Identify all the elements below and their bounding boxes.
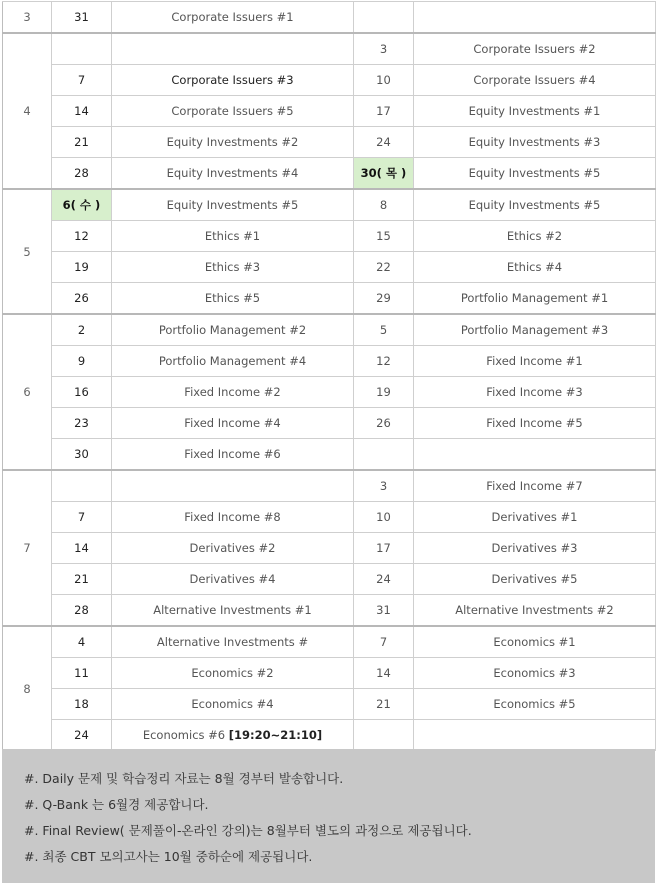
- month-cell: 6: [3, 314, 52, 470]
- schedule-row: [3, 689, 656, 720]
- lecture-topic-cell: [112, 408, 354, 439]
- schedule-row: [3, 65, 656, 96]
- lecture-topic-cell: Derivatives #3: [414, 533, 656, 564]
- date-cell: 6( 수 ): [52, 189, 112, 221]
- date-cell: 30( 목 ): [354, 158, 414, 190]
- lecture-topic-text: Ethics #3: [204, 260, 261, 274]
- schedule-row: [3, 502, 656, 533]
- lecture-topic-cell: [112, 189, 354, 221]
- lecture-topic-cell: [112, 314, 354, 346]
- lecture-topic-text: Derivatives #4: [189, 572, 276, 586]
- lecture-topic-text: Portfolio Management #2: [158, 323, 307, 337]
- date-cell: [52, 33, 112, 65]
- schedule-row: [3, 189, 656, 221]
- lecture-topic-cell: Ethics #4: [414, 252, 656, 283]
- lecture-topic-cell: Alternative Investments #2: [414, 595, 656, 627]
- schedule-row: [3, 470, 656, 502]
- lecture-topic-cell: Corporate Issuers #4: [414, 65, 656, 96]
- lecture-topic-cell: Portfolio Management #3: [414, 314, 656, 346]
- month-cell: 7: [3, 470, 52, 626]
- lecture-topic-text: Fixed Income #2: [184, 385, 281, 399]
- lecture-topic-cell: [112, 283, 354, 315]
- note-cbt-mock-exam: #. 최종 CBT 모의고사는 10월 중하순에 제공됩니다.: [24, 849, 313, 864]
- date-cell: 28: [52, 595, 112, 627]
- lecture-schedule-table: [2, 1, 656, 751]
- lecture-topic-cell: [112, 564, 354, 595]
- lecture-topic-text: Corporate Issuers #3: [171, 73, 294, 87]
- date-cell: 9: [52, 346, 112, 377]
- lecture-topic-text: Fixed Income #6: [184, 447, 281, 461]
- schedule-row: [3, 346, 656, 377]
- lecture-topic-cell: Economics #3: [414, 658, 656, 689]
- lecture-topic-cell: Fixed Income #1: [414, 346, 656, 377]
- schedule-row: [3, 33, 656, 65]
- date-cell: 24: [354, 564, 414, 595]
- schedule-row: [3, 439, 656, 471]
- date-cell: 3: [354, 470, 414, 502]
- date-cell: 24: [52, 720, 112, 751]
- schedule-row: [3, 2, 656, 34]
- lecture-topic-cell: [112, 658, 354, 689]
- schedule-row: [3, 221, 656, 252]
- lecture-topic-text: Equity Investments #4: [166, 166, 299, 180]
- schedule-row: [3, 564, 656, 595]
- lecture-topic-cell: Fixed Income #5: [414, 408, 656, 439]
- date-cell: 18: [52, 689, 112, 720]
- lecture-topic-text: Ethics #5: [204, 291, 261, 305]
- lecture-topic-cell: [112, 595, 354, 627]
- lecture-topic-text: Economics #6: [142, 728, 229, 742]
- note-final-review: #. Final Review( 문제풀이-온라인 강의)는 8월부터 별도의 과정으로 제공됩니다.: [24, 823, 472, 838]
- date-cell: [52, 470, 112, 502]
- lecture-topic-cell: Fixed Income #7: [414, 470, 656, 502]
- date-cell: [354, 2, 414, 34]
- date-cell: 29: [354, 283, 414, 315]
- schedule-row: [3, 127, 656, 158]
- date-cell: 21: [354, 689, 414, 720]
- date-cell: 11: [52, 658, 112, 689]
- date-cell: 14: [52, 533, 112, 564]
- lecture-topic-text: Equity Investments #2: [166, 135, 299, 149]
- lecture-topic-text: Equity Investments #5: [166, 198, 299, 212]
- lecture-topic-cell: [414, 439, 656, 471]
- lecture-topic-cell: [112, 626, 354, 658]
- schedule-row: [3, 96, 656, 127]
- lecture-topic-text: Economics #4: [191, 697, 274, 711]
- date-cell: 12: [52, 221, 112, 252]
- date-cell: 26: [52, 283, 112, 315]
- note-qbank: #. Q-Bank 는 6월경 제공합니다.: [24, 797, 209, 812]
- lecture-topic-cell: [414, 720, 656, 751]
- date-cell: 12: [354, 346, 414, 377]
- note-daily-materials: #. Daily 문제 및 학습정리 자료는 8월 경부터 발송합니다.: [24, 771, 344, 786]
- date-cell: 14: [354, 658, 414, 689]
- date-cell: [354, 439, 414, 471]
- date-cell: 3: [354, 33, 414, 65]
- date-cell: 28: [52, 158, 112, 190]
- lecture-topic-cell: [112, 221, 354, 252]
- lecture-topic-text: Fixed Income #8: [184, 510, 281, 524]
- lecture-topic-cell: Equity Investments #5: [414, 189, 656, 221]
- lecture-topic-text: Fixed Income #4: [184, 416, 281, 430]
- month-cell: 3: [3, 2, 52, 34]
- month-cell: 8: [3, 626, 52, 751]
- lecture-topic-cell: [112, 720, 354, 751]
- lecture-topic-cell: [112, 252, 354, 283]
- lecture-topic-cell: Ethics #2: [414, 221, 656, 252]
- date-cell: 26: [354, 408, 414, 439]
- month-cell: 4: [3, 33, 52, 189]
- lecture-topic-text: Portfolio Management #4: [158, 354, 307, 368]
- date-cell: 8: [354, 189, 414, 221]
- lecture-topic-cell: Corporate Issuers #2: [414, 33, 656, 65]
- lecture-topic-cell: [112, 127, 354, 158]
- date-cell: 19: [52, 252, 112, 283]
- date-cell: 31: [354, 595, 414, 627]
- lecture-topic-cell: [112, 377, 354, 408]
- date-cell: 4: [52, 626, 112, 658]
- lecture-topic-text: Alternative Investments #1: [153, 603, 312, 617]
- schedule-row: [3, 720, 656, 751]
- date-cell: 21: [52, 564, 112, 595]
- lecture-topic-text: Ethics #1: [204, 229, 261, 243]
- lecture-topic-cell: Equity Investments #3: [414, 127, 656, 158]
- date-cell: 15: [354, 221, 414, 252]
- date-cell: 16: [52, 377, 112, 408]
- lecture-topic-text: Alternative Investments #: [156, 635, 309, 649]
- schedule-row: [3, 533, 656, 564]
- schedule-row: [3, 158, 656, 190]
- date-cell: 7: [52, 65, 112, 96]
- date-cell: 23: [52, 408, 112, 439]
- schedule-row: [3, 314, 656, 346]
- date-cell: 10: [354, 502, 414, 533]
- lecture-topic-text: Corporate Issuers #5: [171, 104, 294, 118]
- lecture-topic-cell: Economics #1: [414, 626, 656, 658]
- date-cell: 10: [354, 65, 414, 96]
- lecture-topic-cell: [414, 2, 656, 34]
- date-cell: 21: [52, 127, 112, 158]
- lecture-topic-cell: Equity Investments #5: [414, 158, 656, 190]
- notes-panel: [2, 749, 655, 883]
- lecture-topic-cell: Economics #5: [414, 689, 656, 720]
- date-cell: 2: [52, 314, 112, 346]
- date-cell: 7: [52, 502, 112, 533]
- schedule-row: [3, 658, 656, 689]
- schedule-row: [3, 377, 656, 408]
- date-cell: 5: [354, 314, 414, 346]
- lecture-topic-text: Derivatives #2: [189, 541, 276, 555]
- schedule-row: [3, 595, 656, 627]
- schedule-row: [3, 408, 656, 439]
- lecture-topic-cell: [112, 470, 354, 502]
- lecture-topic-cell: [112, 439, 354, 471]
- lecture-topic-text: Corporate Issuers #1: [171, 10, 294, 24]
- lecture-topic-cell: [112, 33, 354, 65]
- lecture-topic-cell: Portfolio Management #1: [414, 283, 656, 315]
- date-cell: [354, 720, 414, 751]
- lecture-topic-cell: [112, 2, 354, 34]
- date-cell: 24: [354, 127, 414, 158]
- date-cell: 31: [52, 2, 112, 34]
- schedule-row: [3, 283, 656, 315]
- date-cell: 30: [52, 439, 112, 471]
- lecture-topic-cell: Derivatives #5: [414, 564, 656, 595]
- lecture-topic-cell: [112, 346, 354, 377]
- lecture-topic-cell: [112, 502, 354, 533]
- date-cell: 22: [354, 252, 414, 283]
- lecture-topic-cell: [112, 158, 354, 190]
- lecture-topic-cell: [112, 65, 354, 96]
- lecture-topic-cell: [112, 533, 354, 564]
- date-cell: 19: [354, 377, 414, 408]
- date-cell: 7: [354, 626, 414, 658]
- date-cell: 17: [354, 96, 414, 127]
- lecture-topic-cell: [112, 96, 354, 127]
- schedule-row: [3, 626, 656, 658]
- lecture-topic-cell: Derivatives #1: [414, 502, 656, 533]
- lecture-topic-cell: Fixed Income #3: [414, 377, 656, 408]
- date-cell: 14: [52, 96, 112, 127]
- date-cell: 17: [354, 533, 414, 564]
- lecture-time-note: [19:20~21:10]: [228, 728, 323, 742]
- schedule-row: [3, 252, 656, 283]
- lecture-topic-text: Economics #2: [191, 666, 274, 680]
- lecture-topic-cell: Equity Investments #1: [414, 96, 656, 127]
- lecture-topic-cell: [112, 689, 354, 720]
- month-cell: 5: [3, 189, 52, 314]
